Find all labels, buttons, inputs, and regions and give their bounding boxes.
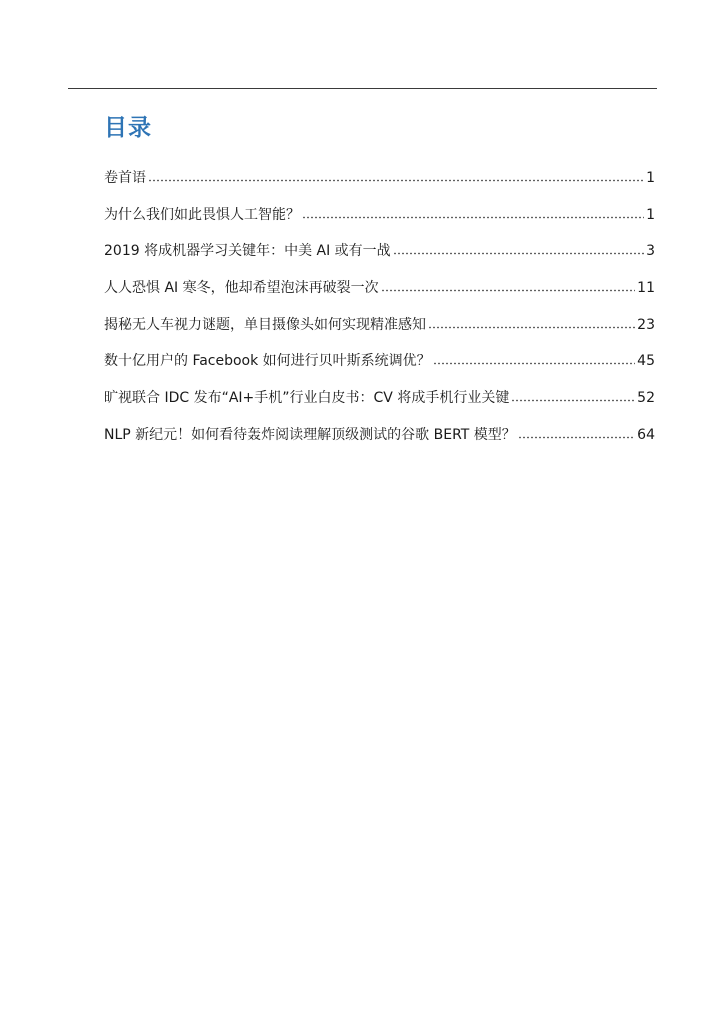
toc-entry-page[interactable]: 52 — [637, 390, 655, 407]
toc-entry-page[interactable]: 1 — [646, 206, 655, 223]
toc-entry[interactable] — [104, 239, 655, 276]
toc-title: 目录 — [104, 115, 152, 141]
toc-dot-leader — [393, 251, 644, 255]
toc-dot-leader — [518, 435, 635, 439]
toc-entry[interactable] — [104, 276, 655, 313]
toc-list — [104, 166, 655, 460]
toc-dot-leader — [148, 178, 644, 182]
toc-entry-page[interactable]: 3 — [646, 243, 655, 260]
toc-entry-title[interactable]: NLP 新纪元！如何看待轰炸阅读理解顶级测试的谷歌 BERT 模型？ — [104, 426, 516, 443]
toc-entry-title[interactable]: 揭秘无人车视力谜题，单目摄像头如何实现精准感知 — [104, 316, 426, 333]
toc-entry-page[interactable]: 23 — [637, 316, 655, 333]
toc-entry[interactable] — [104, 386, 655, 423]
toc-entry-page[interactable]: 45 — [637, 353, 655, 370]
toc-entry[interactable] — [104, 203, 655, 240]
toc-entry-title[interactable]: 为什么我们如此畏惧人工智能？ — [104, 206, 300, 223]
toc-entry[interactable] — [104, 313, 655, 350]
header-rule — [68, 88, 657, 89]
toc-dot-leader — [428, 325, 635, 329]
toc-entry[interactable] — [104, 166, 655, 203]
toc-entry[interactable] — [104, 349, 655, 386]
toc-entry-title[interactable]: 数十亿用户的 Facebook 如何进行贝叶斯系统调优？ — [104, 353, 431, 370]
toc-entry-page[interactable]: 64 — [637, 426, 655, 443]
toc-entry-page[interactable]: 11 — [637, 280, 655, 297]
toc-entry-title[interactable]: 人人恐惧 AI 寒冬，他却希望泡沫再破裂一次 — [104, 280, 379, 297]
toc-dot-leader — [433, 361, 635, 365]
toc-entry-page[interactable]: 1 — [646, 170, 655, 186]
toc-entry-title[interactable]: 2019 将成机器学习关键年：中美 AI 或有一战 — [104, 243, 391, 260]
toc-entry[interactable] — [104, 423, 655, 460]
toc-entry-title[interactable]: 旷视联合 IDC 发布“AI+手机”行业白皮书：CV 将成手机行业关键 — [104, 390, 510, 407]
toc-dot-leader — [302, 215, 644, 219]
toc-entry-title[interactable]: 卷首语 — [104, 170, 146, 186]
toc-dot-leader — [511, 398, 635, 402]
toc-dot-leader — [381, 288, 636, 292]
